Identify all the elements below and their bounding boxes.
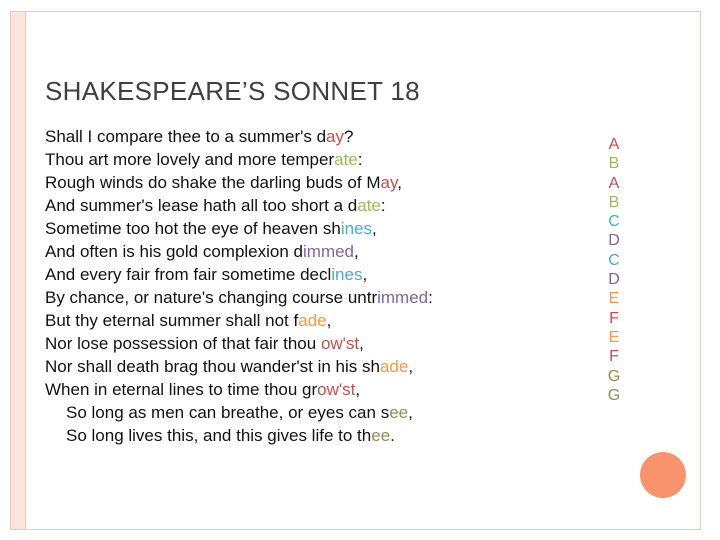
line-punctuation: ,	[408, 403, 413, 422]
line-punctuation: :	[428, 288, 433, 307]
poem-line	[45, 355, 565, 378]
poem-line	[45, 332, 565, 355]
poem-line	[45, 148, 565, 171]
rhyme-ending: ines	[331, 265, 363, 284]
line-punctuation: ,	[354, 242, 359, 261]
rhyme-letter: A	[608, 136, 620, 153]
poem-line	[45, 171, 565, 194]
line-punctuation: ,	[397, 173, 402, 192]
rhyme-ending: ade	[379, 357, 409, 376]
poem-line	[45, 240, 565, 263]
rhyme-ending: immed	[303, 242, 355, 261]
rhyme-ending: ee	[389, 403, 409, 422]
line-punctuation: ?	[344, 127, 354, 146]
rhyme-ending: ee	[371, 426, 391, 445]
slide-title: SHAKESPEARE’S SONNET 18	[45, 76, 420, 106]
poem-line-text: Sometime too hot the eye of heaven sh	[45, 219, 341, 238]
decorative-circle	[640, 452, 686, 498]
poem-line-text: And often is his gold complexion d	[45, 242, 303, 261]
rhyme-letter: F	[609, 348, 619, 366]
poem-line-text: And every fair from fair sometime decl	[45, 265, 332, 284]
line-punctuation: ,	[355, 380, 361, 399]
rhyme-ending: ow'st	[317, 380, 356, 399]
poem-line	[45, 194, 565, 217]
poem-line	[45, 309, 565, 332]
rhyme-ending: ate	[357, 196, 381, 215]
line-punctuation: ,	[372, 219, 377, 238]
poem-line	[45, 424, 565, 447]
left-accent-band	[11, 12, 26, 529]
poem-line	[45, 286, 565, 309]
line-punctuation: ,	[359, 334, 364, 353]
poem-line-text: So long as men can breathe, or eyes can s	[66, 403, 390, 422]
rhyme-ending: ade	[298, 311, 327, 330]
rhyme-ending: ay	[380, 173, 398, 192]
poem-line-text: Thou art more lovely and more temper	[45, 150, 335, 169]
rhyme-letter: G	[607, 367, 621, 385]
poem-line	[45, 401, 565, 424]
line-punctuation: :	[380, 196, 386, 215]
rhyme-ending: ay	[326, 127, 345, 146]
poem-line-text: Nor shall death brag thou wander'st in his sh	[45, 357, 380, 376]
line-punctuation: ,	[362, 265, 368, 284]
poem-line-text: When in eternal lines to time thou gr	[45, 380, 318, 399]
rhyme-letter: A	[608, 174, 620, 192]
rhyme-letter: C	[608, 251, 620, 269]
line-punctuation: ,	[326, 311, 332, 330]
poem-line-text: Shall I compare thee to a summer's d	[45, 127, 327, 146]
poem-line-text: So long lives this, and this gives life to th	[66, 426, 372, 445]
rhyme-ending: immed	[377, 288, 429, 307]
line-punctuation: :	[357, 150, 363, 169]
rhyme-scheme-column	[601, 135, 627, 405]
poem-line	[45, 378, 565, 401]
poem-line-text: And summer's lease hath all too short a d	[45, 196, 358, 215]
poem-body	[45, 125, 565, 447]
poem-line-text: But thy eternal summer shall not f	[45, 311, 299, 330]
poem-line	[45, 263, 565, 286]
poem-line-text: Nor lose possession of that fair thou	[45, 334, 321, 353]
rhyme-letter: B	[608, 193, 620, 211]
rhyme-ending: ate	[334, 150, 358, 169]
rhyme-letter: B	[608, 155, 620, 173]
rhyme-letter: E	[608, 328, 620, 346]
rhyme-letter: F	[609, 309, 619, 327]
poem-line-text: Rough winds do shake the darling buds of M	[45, 173, 381, 192]
rhyme-letter: C	[608, 213, 620, 231]
rhyme-letter: E	[608, 290, 620, 308]
poem-line-text: By chance, or nature's changing course untr	[45, 288, 378, 307]
rhyme-letter: D	[608, 232, 620, 250]
line-punctuation: .	[390, 426, 395, 445]
rhyme-letter: G	[607, 386, 621, 404]
rhyme-ending: ow'st	[320, 334, 360, 353]
poem-line	[45, 217, 565, 240]
rhyme-ending: ines	[340, 219, 372, 238]
poem-line	[45, 125, 565, 148]
rhyme-letter: D	[608, 271, 620, 289]
line-punctuation: ,	[408, 357, 414, 376]
